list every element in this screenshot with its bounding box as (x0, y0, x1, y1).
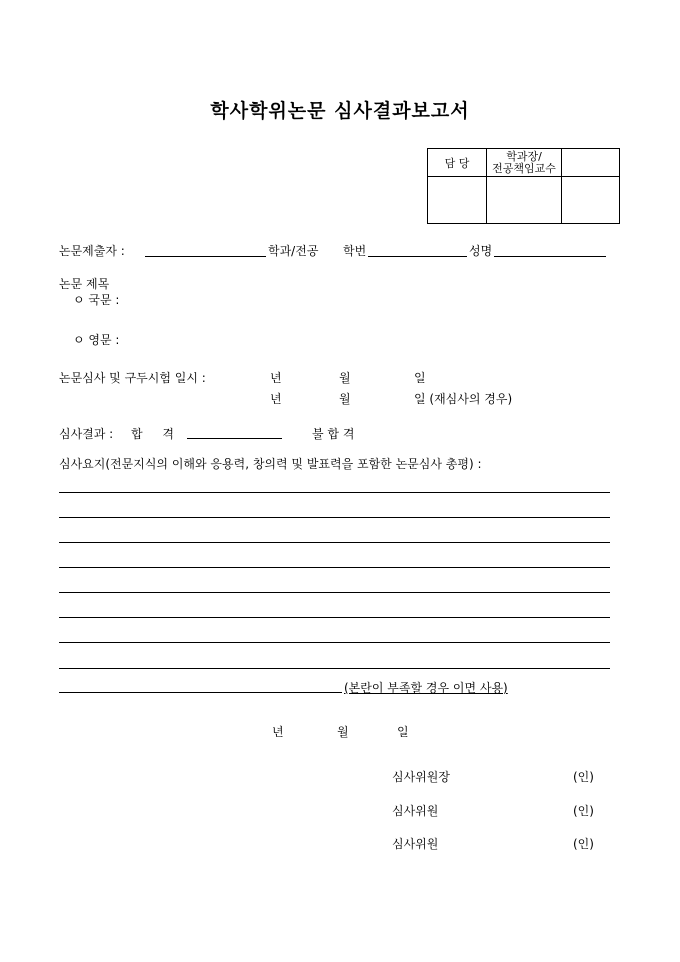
signer-chair-role: 심사위원장 (392, 770, 450, 784)
student-id-blank[interactable] (368, 256, 467, 257)
summary-line[interactable] (59, 592, 610, 593)
submitter-label: 논문제출자 : (59, 244, 125, 258)
approval-header-chair-line2: 전공책임교수 (492, 161, 556, 175)
reexam-year-label: 년 (270, 392, 282, 406)
summary-line-last[interactable] (59, 692, 342, 693)
dept-label: 학과/전공 (268, 244, 319, 258)
student-id-label: 학번 (343, 244, 367, 258)
summary-label: 심사요지(전문지식의 이해와 응용력, 창의력 및 발표력을 포함한 논문심사 총평) : (59, 457, 482, 471)
result-pass-blank[interactable] (187, 438, 282, 439)
summary-line[interactable] (59, 542, 610, 543)
exam-month-label: 월 (339, 371, 351, 385)
result-fail-label: 불 합 격 (312, 427, 355, 441)
page-title: 학사학위논문 심사결과보고서 (210, 100, 470, 122)
signer-chair-seal[interactable]: (인) (573, 770, 594, 784)
approval-header-manager: 담 당 (428, 149, 487, 177)
approval-header-chair-line1: 학과장/ (506, 149, 542, 163)
approval-header-blank (562, 149, 620, 177)
signer-member-seal[interactable]: (인) (573, 837, 594, 851)
thesis-title-english[interactable]: ㅇ 영문 : (73, 333, 120, 347)
summary-line[interactable] (59, 517, 610, 518)
summary-line[interactable] (59, 668, 610, 669)
signer-member-role: 심사위원 (392, 804, 439, 818)
name-label: 성명 (469, 244, 493, 258)
summary-overflow-note: (본란이 부족할 경우 이면 사용) (344, 681, 508, 695)
result-label: 심사결과 : (59, 427, 114, 441)
exam-day-label: 일 (414, 371, 426, 385)
thesis-title-label: 논문 제목 (59, 277, 110, 291)
approval-sign-box-manager[interactable] (428, 177, 487, 224)
reexam-day-label: 일 (재심사의 경우) (414, 392, 513, 406)
summary-line[interactable] (59, 567, 610, 568)
name-blank[interactable] (494, 256, 606, 257)
approval-header-chair (487, 149, 562, 177)
sign-day-label: 일 (397, 725, 409, 739)
result-pass-label: 합 격 (131, 427, 174, 441)
sign-year-label: 년 (272, 725, 284, 739)
signer-member-role: 심사위원 (392, 837, 439, 851)
dept-blank[interactable] (145, 256, 266, 257)
approval-table (427, 148, 620, 224)
approval-sign-box-chair[interactable] (487, 177, 562, 224)
reexam-month-label: 월 (339, 392, 351, 406)
summary-line[interactable] (59, 617, 610, 618)
signer-member-seal[interactable]: (인) (573, 804, 594, 818)
exam-year-label: 년 (270, 371, 282, 385)
sign-month-label: 월 (337, 725, 349, 739)
summary-line[interactable] (59, 642, 610, 643)
summary-line[interactable] (59, 492, 610, 493)
thesis-title-korean[interactable]: ㅇ 국문 : (73, 293, 120, 307)
exam-date-label: 논문심사 및 구두시험 일시 : (59, 371, 206, 385)
approval-sign-box-blank[interactable] (562, 177, 620, 224)
